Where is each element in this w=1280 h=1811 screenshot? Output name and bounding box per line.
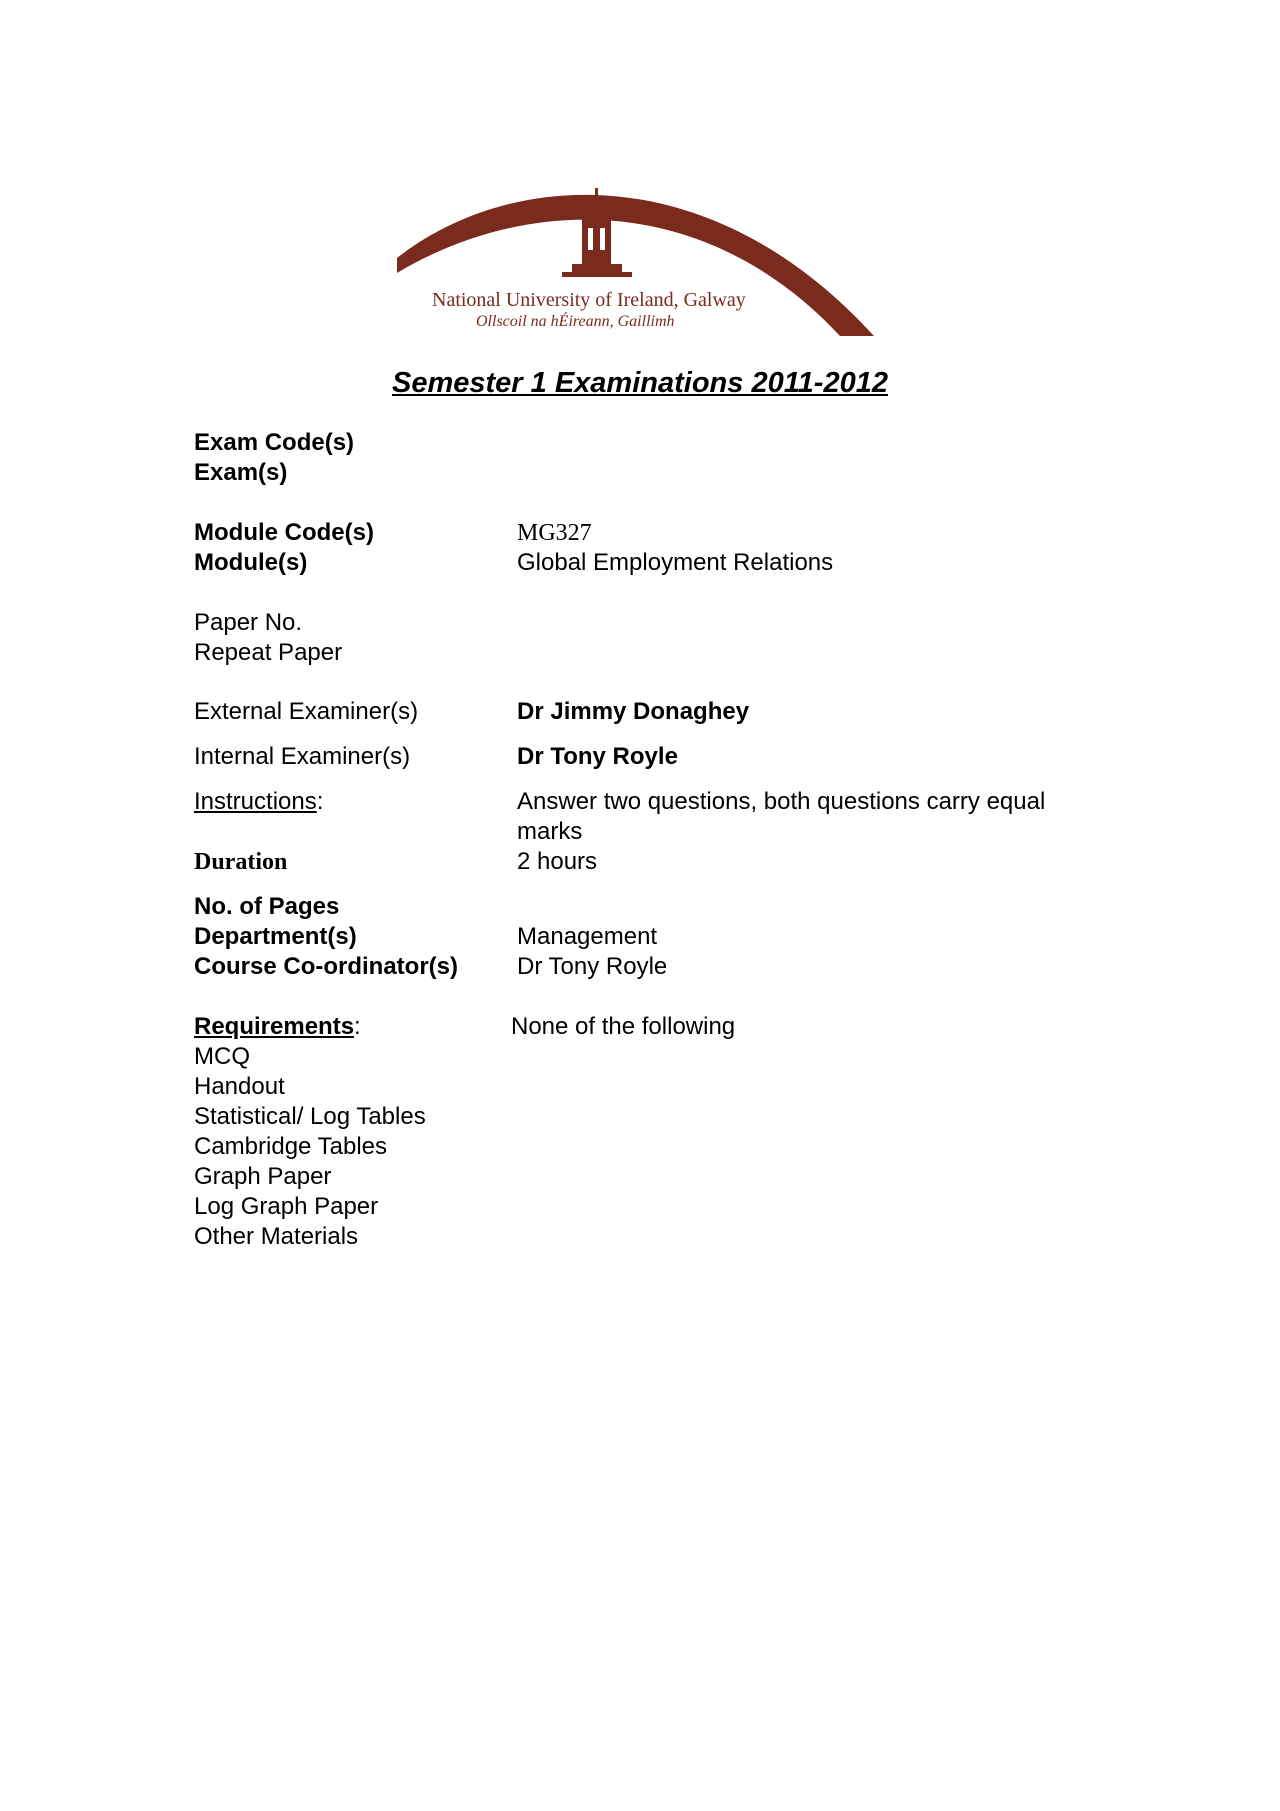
duration-value: 2 hours bbox=[517, 848, 598, 875]
departments-label: Department(s) bbox=[194, 923, 357, 950]
external-examiners-value: Dr Jimmy Donaghey bbox=[517, 698, 750, 725]
requirement-item-log-tables: Statistical/ Log Tables bbox=[194, 1103, 426, 1130]
course-coordinators-label: Course Co-ordinator(s) bbox=[194, 953, 458, 980]
instructions-label-text: Instructions bbox=[194, 788, 317, 815]
instructions-label-colon: : bbox=[316, 788, 324, 815]
requirements-label-colon: : bbox=[354, 1013, 361, 1040]
course-coordinators-value: Dr Tony Royle bbox=[517, 953, 668, 980]
requirements-value: None of the following bbox=[511, 1013, 736, 1040]
module-codes-label: Module Code(s) bbox=[194, 519, 374, 546]
no-of-pages-label: No. of Pages bbox=[194, 893, 340, 920]
internal-examiners-value: Dr Tony Royle bbox=[517, 743, 678, 770]
module-codes-value: MG327 bbox=[517, 520, 592, 546]
requirement-item-graph-paper: Graph Paper bbox=[194, 1163, 332, 1190]
requirement-item-mcq: MCQ bbox=[194, 1043, 250, 1070]
requirement-item-cambridge-tables: Cambridge Tables bbox=[194, 1133, 387, 1160]
modules-value: Global Employment Relations bbox=[517, 549, 834, 576]
requirements-label-text: Requirements bbox=[194, 1013, 355, 1040]
modules-label: Module(s) bbox=[194, 549, 308, 576]
page-title: Semester 1 Examinations 2011-2012 bbox=[392, 367, 888, 399]
external-examiners-label: External Examiner(s) bbox=[194, 698, 419, 725]
departments-value: Management bbox=[517, 923, 658, 950]
instructions-value: Answer two questions, both questions carry equal marks bbox=[517, 788, 1046, 845]
requirement-item-handout: Handout bbox=[194, 1073, 285, 1100]
repeat-paper-label: Repeat Paper bbox=[194, 639, 343, 666]
requirement-item-other-materials: Other Materials bbox=[194, 1223, 359, 1250]
logo-text-irish: Ollscoil na hÉireann, Gaillimh bbox=[476, 313, 675, 330]
university-logo bbox=[392, 178, 887, 343]
paper-no-label: Paper No. bbox=[194, 609, 303, 636]
requirements-label bbox=[194, 1012, 361, 1042]
instructions-label bbox=[194, 787, 323, 817]
exams-label: Exam(s) bbox=[194, 459, 288, 486]
exam-codes-label: Exam Code(s) bbox=[194, 429, 355, 456]
duration-label: Duration bbox=[194, 849, 288, 875]
internal-examiners-label: Internal Examiner(s) bbox=[194, 743, 411, 770]
requirement-item-log-graph-paper: Log Graph Paper bbox=[194, 1193, 379, 1220]
logo-text-english: National University of Ireland, Galway bbox=[432, 289, 746, 311]
